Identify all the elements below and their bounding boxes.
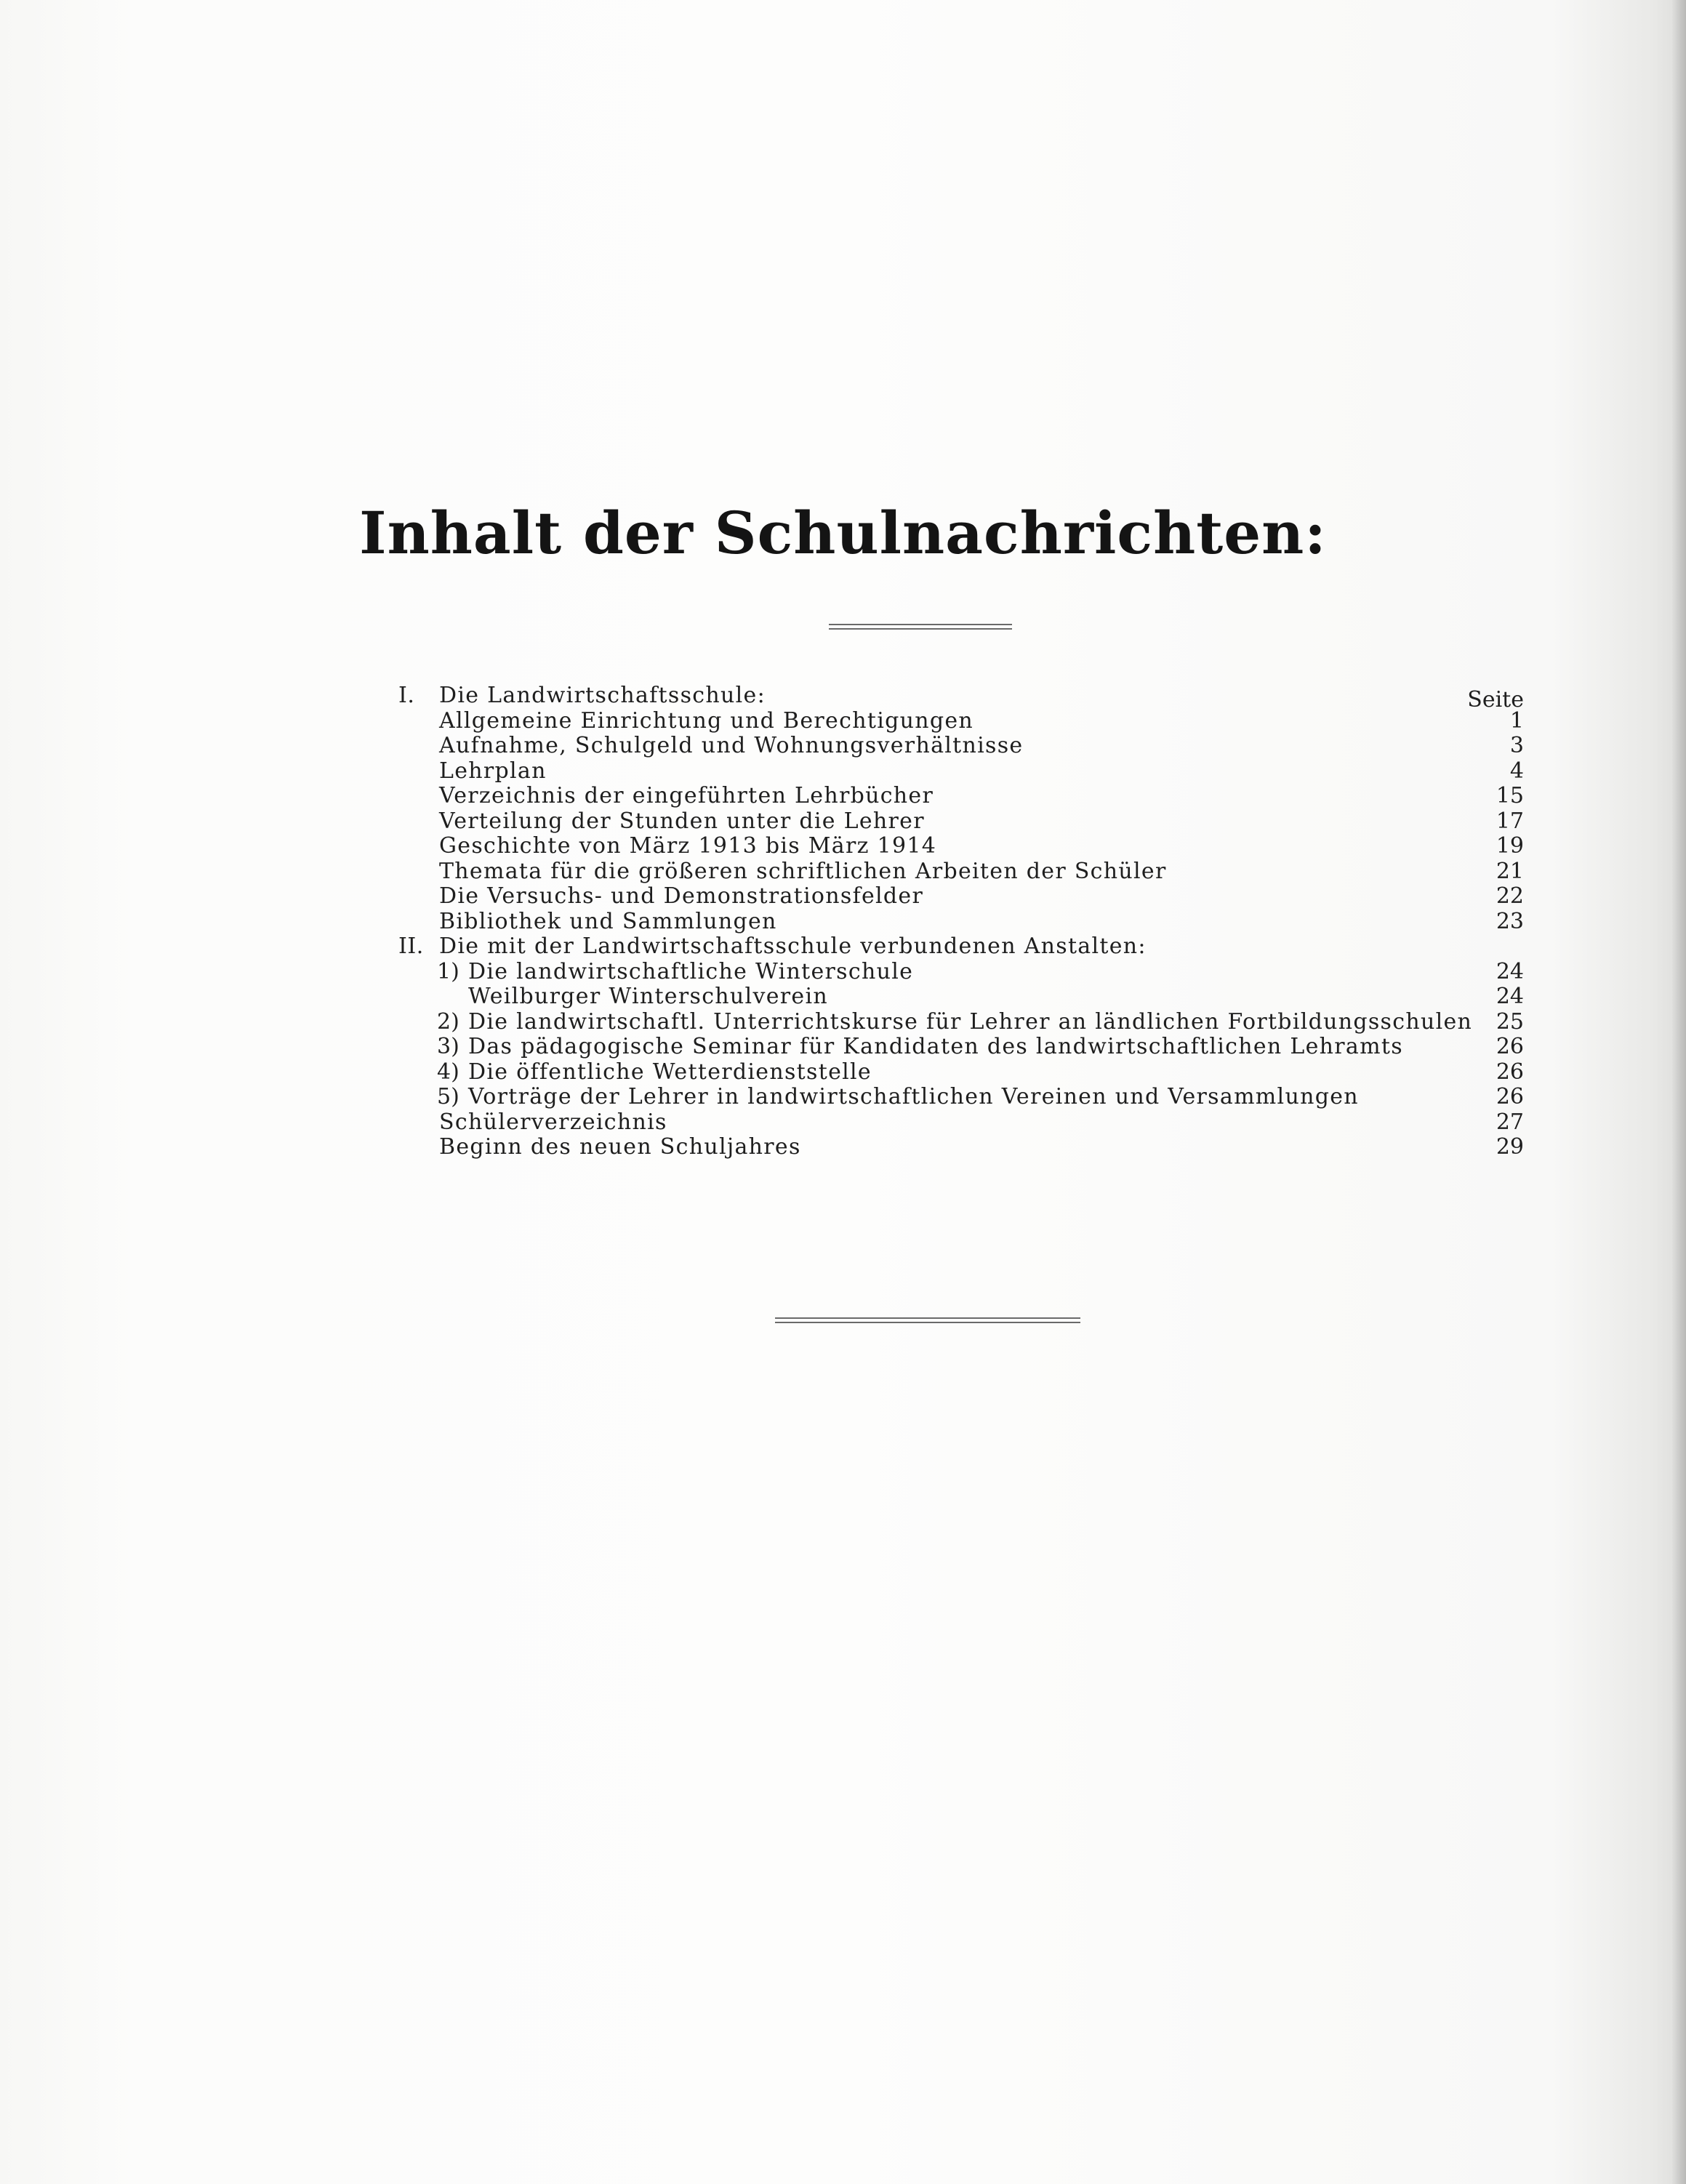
toc-entry-label: Aufnahme, Schulgeld und Wohnungsverhältnisse [439,733,1024,758]
toc-entry-label: Verzeichnis der eingeführten Lehrbücher [439,783,934,808]
toc-entry-page: 24 [1496,984,1524,1009]
toc-entry-page: 26 [1496,1084,1524,1109]
page-column-header: Seite [1467,687,1524,712]
toc-section-heading [398,683,1524,712]
toc-entry-marker: 5) [437,1084,459,1109]
toc-entry [398,910,1524,935]
toc-entry [398,734,1524,759]
toc-entry-page: 15 [1496,783,1524,808]
toc-entry-page: 23 [1496,908,1524,934]
toc-entry-page: 25 [1496,1008,1524,1035]
toc-entry-page: 21 [1496,858,1524,884]
toc-entry-label: Die landwirtschaftliche Winterschule [468,958,914,984]
toc-entry-marker: 2) [437,1008,459,1035]
toc-entry [398,884,1524,910]
toc-entry [398,1035,1524,1060]
toc-entry-page: 26 [1496,1059,1524,1085]
toc-section-heading [398,934,1524,960]
toc-entry-label: Die landwirtschaftl. Unterrichtskurse für Lehrer an ländlichen Fortbildungsschulen [468,1008,1473,1035]
section-heading: Die mit der Landwirtschaftsschule verbundenen Anstalten: [439,934,1147,959]
title-divider [829,624,1012,630]
toc-entry-label: Vorträge der Lehrer in landwirtschaftlichen Vereinen und Versammlungen [468,1084,1359,1109]
toc-entry-page: 1 [1509,707,1524,734]
section-heading: Die Landwirtschaftsschule: [439,683,766,708]
toc-entry-label: Themata für die größeren schriftlichen Arbeiten der Schüler [439,858,1167,884]
page-title: Inhalt der Schulnachrichten: [359,499,1327,567]
toc-entry-page: 29 [1496,1134,1524,1160]
toc-entry [398,784,1524,809]
toc-entry-label: Weilburger Winterschulverein [468,984,828,1009]
toc-entry [398,759,1524,784]
closing-divider [775,1317,1080,1323]
table-of-contents [398,683,1524,1160]
toc-entry [398,809,1524,835]
toc-entry-label: Bibliothek und Sammlungen [439,908,777,934]
section-number: II. [398,934,424,959]
toc-entry-page: 26 [1496,1034,1524,1059]
toc-entry-marker: 3) [437,1034,459,1059]
toc-entry-page: 4 [1509,758,1524,784]
toc-entry [398,984,1524,1010]
toc-entry-page: 27 [1496,1109,1524,1135]
toc-entry [398,1135,1524,1160]
toc-entry-label: Lehrplan [439,758,547,784]
toc-entry [398,960,1524,985]
toc-entry-label: Geschichte von März 1913 bis März 1914 [439,833,937,859]
toc-entry [398,1060,1524,1085]
toc-entry-label: Verteilung der Stunden unter die Lehrer [439,808,925,834]
toc-entry [398,834,1524,859]
toc-entry [398,859,1524,885]
section-number: I. [398,683,415,708]
toc-entry-page: 24 [1496,958,1524,984]
toc-entry-marker: 1) [437,958,459,984]
toc-entry-label: Beginn des neuen Schuljahres [439,1134,801,1160]
toc-entry-page: 17 [1496,808,1524,834]
toc-entry-page: 22 [1496,883,1524,909]
toc-entry-page: 3 [1509,733,1524,758]
toc-entry [398,1085,1524,1110]
toc-entry [398,1010,1524,1035]
toc-entry-label: Die Versuchs- und Demonstrationsfelder [439,883,924,909]
toc-entry-label: Schülerverzeichnis [439,1109,667,1135]
toc-entry-label: Die öffentliche Wetterdienststelle [468,1059,872,1085]
toc-entry-label: Allgemeine Einrichtung und Berechtigungen [439,707,974,734]
toc-entry [398,709,1524,734]
toc-entry-page: 19 [1496,833,1524,859]
toc-entry-label: Das pädagogische Seminar für Kandidaten des landwirtschaftlichen Lehramts [468,1034,1403,1059]
page-edge-shadow [1671,0,1686,2184]
toc-entry-marker: 4) [437,1059,459,1085]
toc-entry [398,1110,1524,1136]
